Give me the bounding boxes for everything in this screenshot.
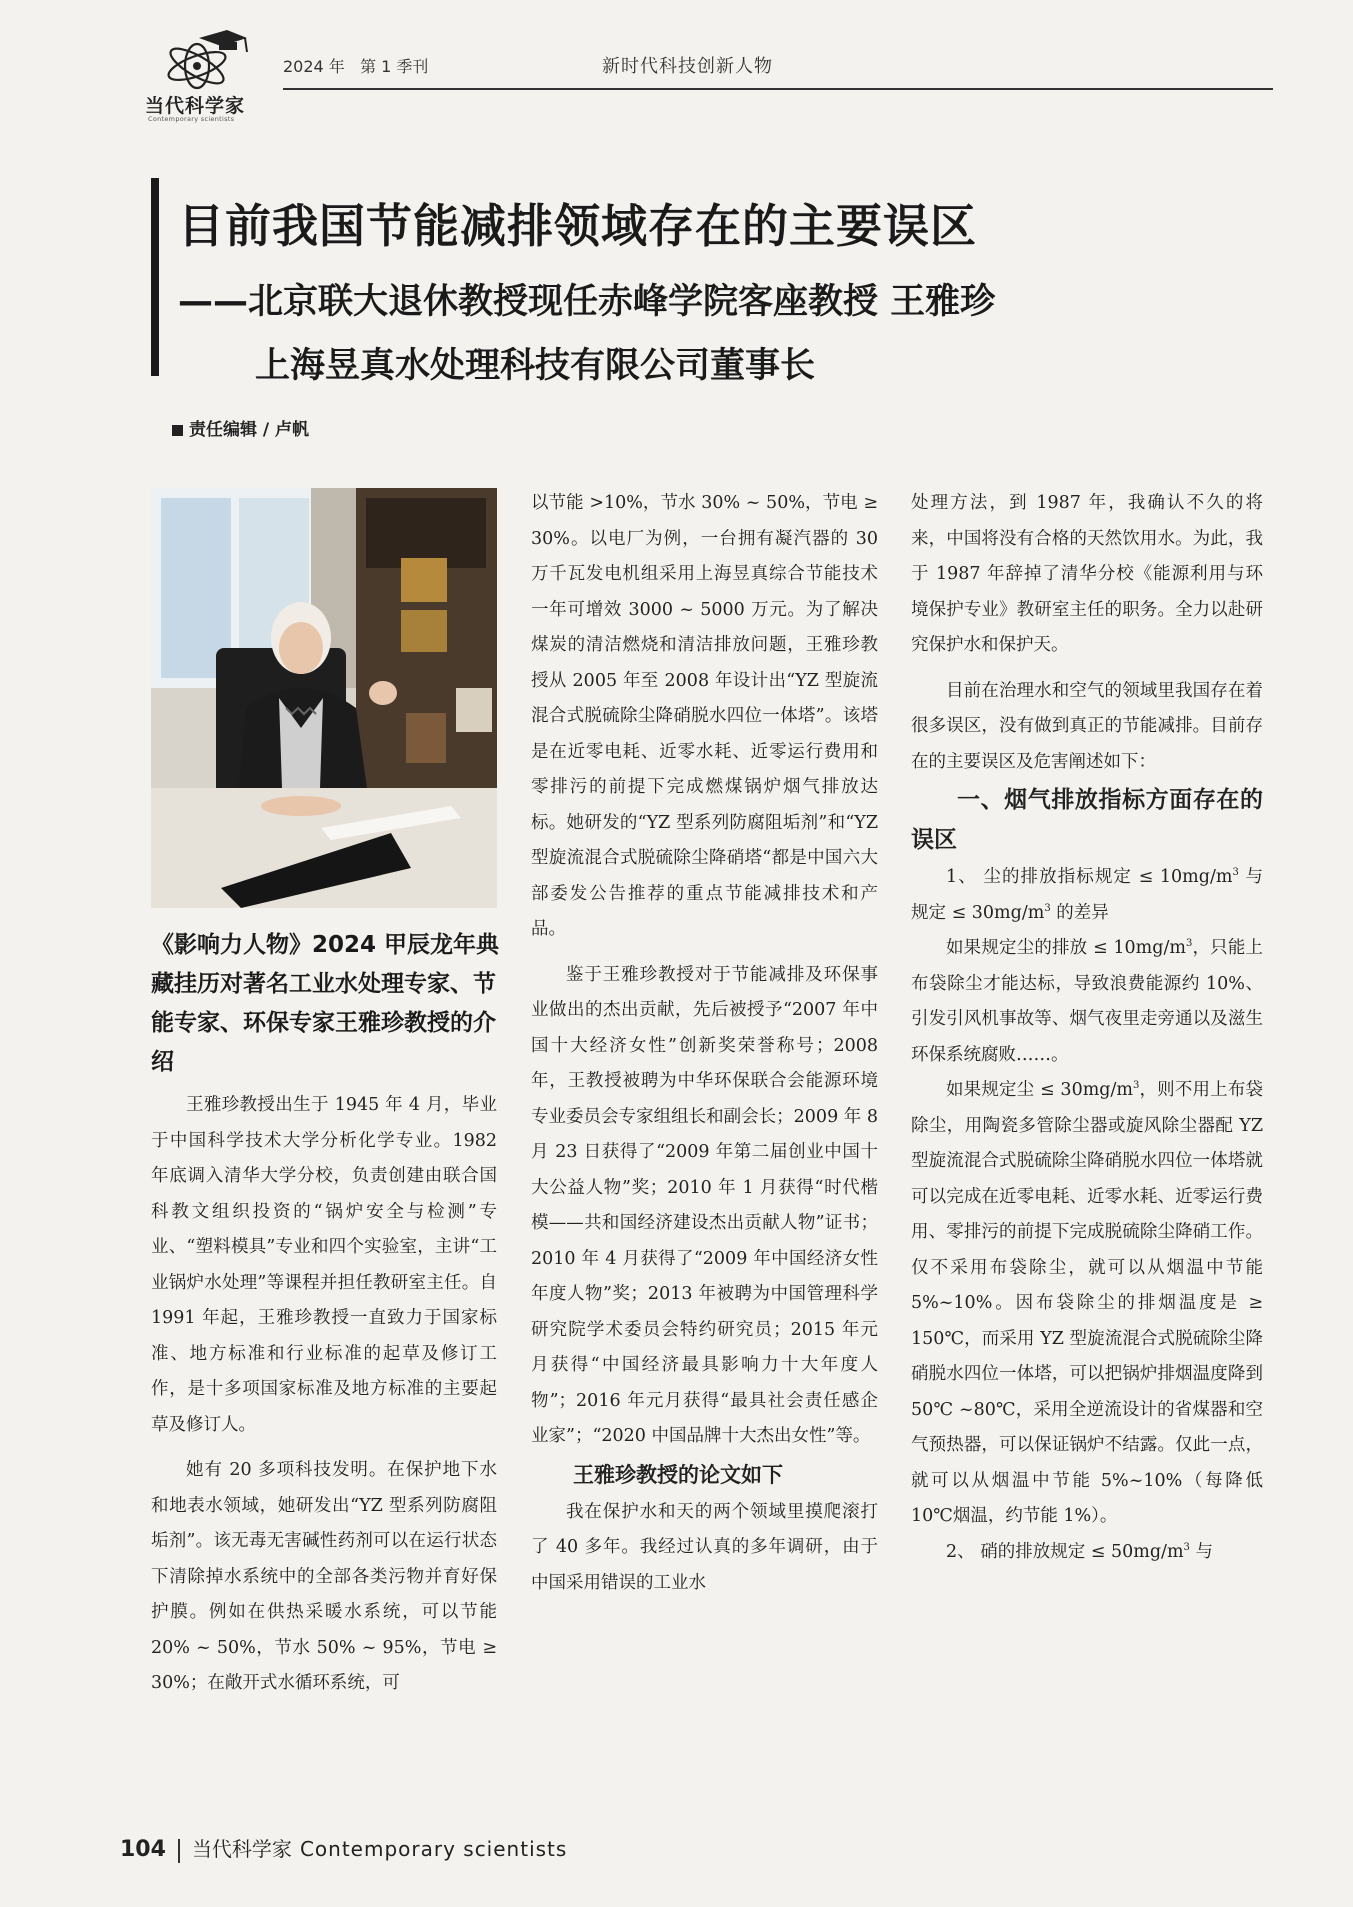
section-heading: 一、烟气排放指标方面存在的误区 — [911, 787, 1263, 853]
paragraph: 目前在治理水和空气的领域里我国存在着很多误区，没有做到真正的节能减排。目前存在的主要误区及危害阐述如下： — [911, 680, 1263, 772]
atom-mortarboard-icon — [155, 28, 255, 90]
section-heading: 王雅珍教授的论文如下 — [573, 1462, 783, 1487]
paragraph: 王雅珍教授出生于 1945 年 4 月，毕业于中国科学技术大学分析化学专业。1982 年底调入清华大学分校，负责创建由联合国科教文组织投资的“锅炉安全与检测”专业、“塑料模具”专业和四个实验室，主讲“工业锅炉水处理”等课程并担任教研室主任。自 1991 年起，王雅珍教授一直致力于国家标准、地方标准和行业标准的起草及修订工作，是十多项国家标准及地方标准的主要起草及修订人。 — [151, 1095, 497, 1435]
title-accent-bar — [151, 178, 159, 376]
column-2 — [531, 486, 878, 1601]
editor-text: 责任编辑 / 卢帆 — [189, 420, 310, 440]
article-subtitle-line1: ——北京联大退休教授现任赤峰学院客座教授 王雅珍 — [178, 282, 996, 322]
paragraph: 以节能 >10%，节水 30% ~ 50%，节电 ≥ 30%。以电厂为例，一台拥有凝汽器的 30 万千瓦发电机组采用上海昱真综合节能技术一年可增效 3000 ~ 5000 万元。为了解决煤炭的清洁燃烧和清洁排放问题，王雅珍教授从 2005 年至 2008 年设计出“YZ 型旋流混合式脱硫除尘降硝脱水四位一体塔”。该塔是在近零电耗、近零水耗、近零运行费用和零排污的前提下完成燃煤锅炉烟气排放达标。她研发的“YZ 型系列防腐阻垢剂”和“YZ 型旋流混合式脱硫除尘降硝塔“都是中国六大部委发公告推荐的重点节能减排技术和产品。 — [531, 493, 878, 939]
list-item: 1、 尘的排放指标规定 ≤ $10mg/m^3$ 与规定 ≤ $30mg/m^3$ 的差异 — [911, 867, 1263, 923]
paragraph: 鉴于王雅珍教授对于节能减排及环保事业做出的杰出贡献，先后被授予“2007 年中国十大经济女性”创新奖荣誉称号；2008 年，王教授被聘为中华环保联合会能源环境专业委员会专家组组长和副会长；2009 年 8 月 23 日获得了“2009 年第二届创业中国十大公益人物”奖；2010 年 1 月获得“时代楷模——共和国经济建设杰出贡献人物”证书；2010 年 4 月获得了“2009 年中国经济女性年度人物”奖；2013 年被聘为中国管理科学研究院学术委员会特约研究员；2015 年元月获得“中国经济最具影响力十大年度人物”；2016 年元月获得“最具社会责任感企业家”；“2020 中国品牌十大杰出女性”等。 — [531, 964, 878, 1446]
header-rule — [283, 88, 1273, 90]
portrait-photo — [151, 488, 497, 908]
page-number: 104 — [120, 1837, 166, 1862]
list-item: 2、 硝的排放规定 ≤ $50mg/m^3$ 与 — [946, 1541, 1213, 1562]
photo-caption: 《影响力人物》2024 甲辰龙年典藏挂历对著名工业水处理专家、节能专家、环保专家王雅珍教授的介绍 — [151, 932, 500, 1075]
issue-label: 2024 年 第 1 季刊 — [283, 57, 429, 76]
editor-credit — [172, 415, 309, 440]
footer-magazine-name: 当代科学家 — [191, 1837, 292, 1861]
paragraph: 如果规定尘 ≤ $30mg/m^3$，则不用上布袋除尘，用陶瓷多管除尘器或旋风除尘器配 YZ 型旋流混合式脱硫除尘降硝脱水四位一体塔就可以完成在近零电耗、近零水耗、近零运行费用、零排污的前提下完成脱硫除尘降硝工作。仅不采用布袋除尘，就可以从烟温中节能 5%~10%。因布袋除尘的排烟温度是 ≥ 150℃，而采用 YZ 型旋流混合式脱硫除尘降硝脱水四位一体塔，可以把锅炉排烟温度降到 50℃ ~80℃，采用全逆流设计的省煤器和空气预热器，可以保证锅炉不结露。仅此一点，就可以从烟温中节能 5%~10%（每降低 10℃烟温，约节能 1%）。 — [911, 1080, 1263, 1526]
magazine-logo — [145, 28, 265, 124]
page-footer — [120, 1833, 567, 1863]
article-title: 目前我国节能减排领域存在的主要误区 — [178, 199, 977, 253]
paragraph: 如果规定尘的排放 ≤ $10mg/m^3$，只能上布袋除尘才能达标，导致浪费能源约 10%、引发引风机事故等、烟气夜里走旁通以及滋生环保系统腐败……。 — [911, 938, 1264, 1065]
section-label: 新时代科技创新人物 — [602, 56, 773, 77]
square-bullet-icon — [172, 425, 183, 436]
logo-text: 当代科学家 — [145, 95, 246, 117]
footer-divider — [178, 1839, 180, 1863]
column-3 — [911, 486, 1263, 1570]
article-subtitle-line2: 上海昱真水处理科技有限公司董事长 — [255, 346, 816, 386]
paragraph: 我在保护水和天的两个领域里摸爬滚打了 40 多年。我经过认真的多年调研，由于中国采用错误的工业水 — [531, 1501, 878, 1593]
portrait-illustration — [151, 488, 497, 908]
column-1 — [151, 1088, 497, 1702]
paragraph: 她有 20 多项科技发明。在保护地下水和地表水领域，她研发出“YZ 型系列防腐阻垢剂”。该无毒无害碱性药剂可以在运行状态下清除掉水系统中的全部各类污物并育好保护膜。例如在供热采暖水系统，可以节能 20% ~ 50%，节水 50% ~ 95%，节电 ≥ 30%；在敞开式水循环系统，可 — [151, 1460, 497, 1693]
footer-magazine-name-en: Contemporary scientists — [299, 1837, 568, 1861]
logo-subtitle: Contemporary scientists — [148, 115, 235, 123]
paragraph: 处理方法，到 1987 年，我确认不久的将来，中国将没有合格的天然饮用水。为此，我于 1987 年辞掉了清华分校《能源利用与环境保护专业》教研室主任的职务。全力以赴研究保护水和保护天。 — [911, 493, 1263, 655]
